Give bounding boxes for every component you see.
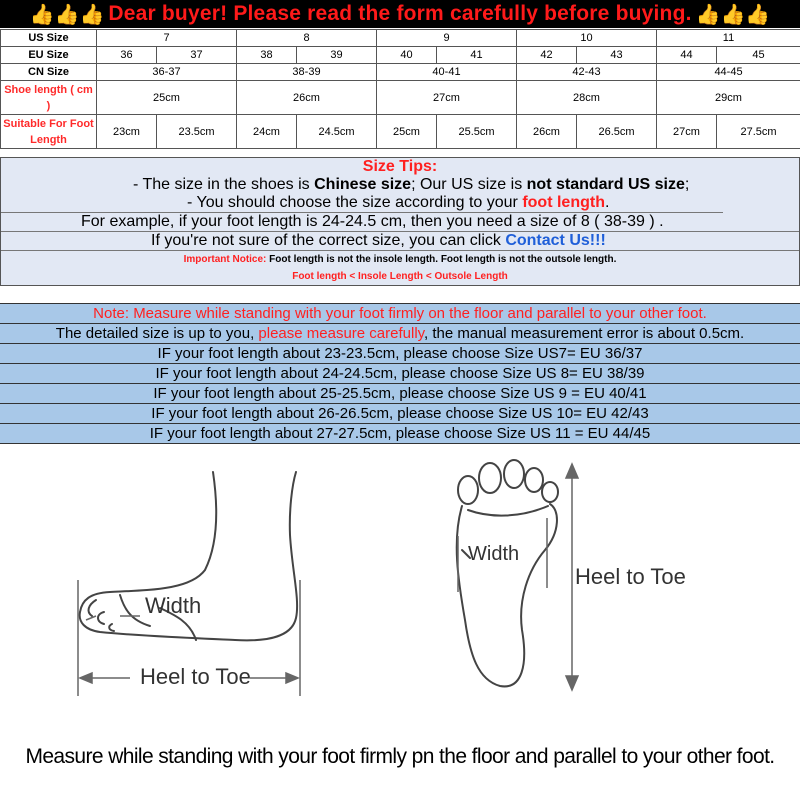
eu-size-cell: 44 (657, 47, 717, 64)
shoe-length-cell: 26cm (237, 81, 377, 115)
eu-size-cell: 39 (297, 47, 377, 64)
shoe-length-cell: 28cm (517, 81, 657, 115)
foot-length-cell: 23.5cm (157, 115, 237, 149)
us-size-row (1, 30, 800, 47)
cn-size-cell: 40-41 (377, 64, 517, 81)
foot-length-cell: 26.5cm (577, 115, 657, 149)
row-label: US Size (1, 30, 97, 47)
shoe-length-cell: 27cm (377, 81, 517, 115)
size-rule-row: IF your foot length about 23-23.5cm, please choose Size US7= EU 36/37 (0, 344, 800, 364)
foot-length-cell: 24.5cm (297, 115, 377, 149)
size-rule-row: IF your foot length about 24-24.5cm, please choose Size US 8= EU 38/39 (0, 364, 800, 384)
tips-line-2 (1, 194, 799, 212)
note-text: , the manual measurement error is about 0.5cm. (424, 325, 745, 342)
tips-line-1 (1, 176, 799, 194)
cn-size-cell: 42-43 (517, 64, 657, 81)
foot-length-cell: 26cm (517, 115, 577, 149)
size-rule-row: IF your foot length about 25-25.5cm, please choose Size US 9 = EU 40/41 (0, 384, 800, 404)
tips-heading: Size Tips: (362, 158, 438, 175)
notice-label: Important Notice: (183, 254, 267, 265)
shoe-length-cell: 29cm (657, 81, 800, 115)
size-rule-row: IF your foot length about 26-26.5cm, please choose Size US 10= EU 42/43 (0, 404, 800, 424)
contact-us-link[interactable]: Contact Us!!! (505, 232, 606, 249)
tips-text: ; (684, 176, 690, 193)
cn-size-cell: 44-45 (657, 64, 800, 81)
heel-to-toe-label: Heel to Toe (140, 664, 251, 689)
us-size-cell: 8 (237, 30, 377, 47)
eu-size-cell: 38 (237, 47, 297, 64)
shoe-length-row (1, 81, 800, 115)
measure-carefully-emphasis: please measure carefully (258, 325, 425, 342)
foot-length-cell: 27cm (657, 115, 717, 149)
size-rule-row: IF your foot length about 27-27.5cm, please choose Size US 11 = EU 44/45 (0, 424, 800, 444)
foot-length-cell: 24cm (237, 115, 297, 149)
row-label: EU Size (1, 47, 97, 64)
sole-width-label: Width (468, 543, 520, 565)
eu-size-cell: 41 (437, 47, 517, 64)
measurement-caption: Measure while standing with your foot firmly pn the floor and parallel to your other foot. (25, 745, 775, 768)
eu-size-row (1, 47, 800, 64)
notice-text: Foot length is not the insole length. Foot length is not the outsole length. (266, 254, 617, 265)
eu-size-cell: 36 (97, 47, 157, 64)
thumbs-up-icon: 👍👍👍 (29, 3, 105, 26)
tips-text: ; Our US size is (411, 176, 527, 193)
tips-text: If you're not sure of the correct size, you can click (151, 232, 506, 249)
foot-length-cell: 25cm (377, 115, 437, 149)
us-size-cell: 10 (517, 30, 657, 47)
foot-length-emphasis: foot length (522, 194, 605, 211)
foot-illustration (0, 440, 800, 740)
cn-size-row (1, 64, 800, 81)
foot-length-row (1, 115, 800, 149)
sole-heel-to-toe-label: Heel to Toe (575, 564, 686, 589)
thumbs-up-icon: 👍👍👍 (695, 3, 771, 26)
tips-example-line: For example, if your foot length is 24-24.5 cm, then you need a size of 8 ( 38-39 ) . (1, 212, 723, 231)
row-label: CN Size (1, 64, 97, 81)
length-chain: Foot length < Insole Length < Outsole Length (292, 271, 508, 282)
eu-size-cell: 37 (157, 47, 237, 64)
banner-title: Dear buyer! Please read the form carefully before buying. (108, 2, 692, 25)
row-label: Suitable For Foot Length (1, 115, 97, 149)
size-tips-box (0, 157, 800, 286)
tips-contact-line (1, 231, 799, 250)
tips-text: . (604, 194, 610, 211)
eu-size-cell: 42 (517, 47, 577, 64)
not-standard-emphasis: not standard US size (526, 176, 685, 193)
tips-text: - You should choose the size according to your (187, 194, 523, 211)
us-size-cell: 7 (97, 30, 237, 47)
width-label: Width (145, 593, 202, 618)
us-size-cell: 11 (657, 30, 800, 47)
chinese-size-emphasis: Chinese size (314, 176, 412, 193)
us-size-cell: 9 (377, 30, 517, 47)
foot-length-cell: 25.5cm (437, 115, 517, 149)
important-notice (1, 251, 799, 268)
eu-size-cell: 45 (717, 47, 800, 64)
sole-foot-icon (457, 460, 558, 686)
header-banner (0, 0, 800, 28)
foot-length-cell: 27.5cm (717, 115, 800, 149)
eu-size-cell: 40 (377, 47, 437, 64)
note-text: The detailed size is up to you, (55, 325, 259, 342)
tips-text: - The size in the shoes is (133, 176, 315, 193)
size-chart-table (0, 29, 800, 149)
shoe-length-cell: 25cm (97, 81, 237, 115)
detail-note (0, 324, 800, 344)
foot-length-cell: 23cm (97, 115, 157, 149)
row-label: Shoe length ( cm ) (1, 81, 97, 115)
size-notes-list (0, 303, 800, 444)
width-bracket (86, 616, 140, 620)
measure-note: Note: Measure while standing with your foot firmly on the floor and parallel to your other foot. (0, 303, 800, 324)
eu-size-cell: 43 (577, 47, 657, 64)
cn-size-cell: 36-37 (97, 64, 237, 81)
cn-size-cell: 38-39 (237, 64, 377, 81)
